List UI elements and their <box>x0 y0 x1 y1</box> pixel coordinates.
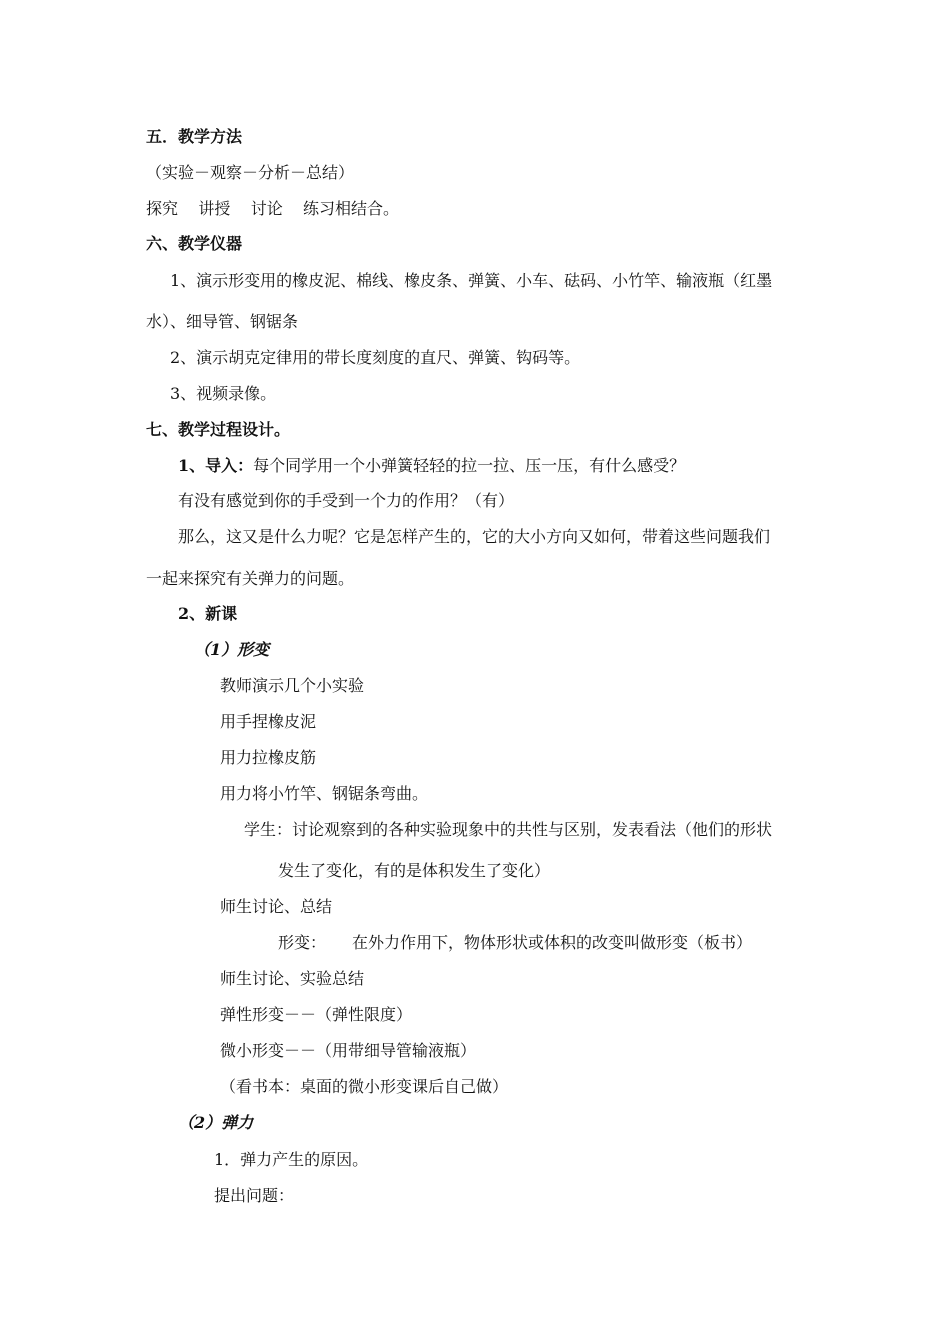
student-discussion-line-1: 学生：讨论观察到的各种实验现象中的共性与区别，发表看法（他们的形状 <box>244 820 773 839</box>
new-lesson-heading: 2、新课 <box>178 604 238 623</box>
instrument-item-2: 2、演示胡克定律用的带长度刻度的直尺、弹簧、钩码等。 <box>170 348 581 367</box>
intro-question: 有没有感觉到你的手受到一个力的作用？（有） <box>178 491 515 510</box>
deformation-definition <box>278 933 752 953</box>
intro-label: 1、导入： <box>178 456 254 475</box>
intro-paragraph-line-2: 一起来探究有关弹力的问题。 <box>146 569 355 588</box>
intro-text: 每个同学用一个小弹簧轻轻的拉一拉、压一压，有什么感受？ <box>253 456 686 475</box>
discussion-summary: 师生讨论、总结 <box>220 897 333 916</box>
section-5-heading: 五．教学方法 <box>146 127 243 146</box>
textbook-note: （看书本：桌面的微小形变课后自己做） <box>220 1077 509 1096</box>
demo-item-c: 用力将小竹竿、钢锯条弯曲。 <box>220 784 429 803</box>
demo-item-b: 用力拉橡皮筋 <box>220 748 317 767</box>
instrument-item-1-line-1: 1、演示形变用的橡皮泥、棉线、橡皮条、弹簧、小车、砝码、小竹竿、输液瓶（红墨 <box>170 271 773 290</box>
definition-label: 形变： <box>278 933 327 952</box>
demo-item-a: 用手捏橡皮泥 <box>220 712 317 731</box>
deformation-heading: （1）形变 <box>194 640 270 659</box>
elastic-deformation: 弹性形变－－（弹性限度） <box>220 1005 413 1024</box>
section-5-methods: 探究 讲授 讨论 练习相结合。 <box>146 199 400 218</box>
section-7-heading: 七、教学过程设计。 <box>146 420 291 439</box>
elastic-force-heading: （2）弹力 <box>178 1113 254 1132</box>
instrument-item-1-line-2: 水）、细导管、钢锯条 <box>146 312 299 331</box>
elastic-force-cause: 1．弹力产生的原因。 <box>214 1150 369 1169</box>
instrument-item-3: 3、视频录像。 <box>170 384 277 403</box>
student-discussion-line-2: 发生了变化，有的是体积发生了变化） <box>278 861 551 880</box>
intro-paragraph-line-1: 那么，这又是什么力呢？它是怎样产生的，它的大小方向又如何，带着这些问题我们 <box>178 527 771 546</box>
section-6-heading: 六、教学仪器 <box>146 234 243 253</box>
micro-deformation: 微小形变－－（用带细导管输液瓶） <box>220 1041 477 1060</box>
demo-intro: 教师演示几个小实验 <box>220 676 365 695</box>
intro-line <box>178 456 685 476</box>
definition-text: 在外力作用下，物体形状或体积的改变叫做形变（板书） <box>352 933 753 952</box>
section-5-subtitle: （实验－观察－分析－总结） <box>146 163 355 182</box>
raise-question: 提出问题： <box>214 1186 295 1205</box>
experiment-summary: 师生讨论、实验总结 <box>220 969 365 988</box>
